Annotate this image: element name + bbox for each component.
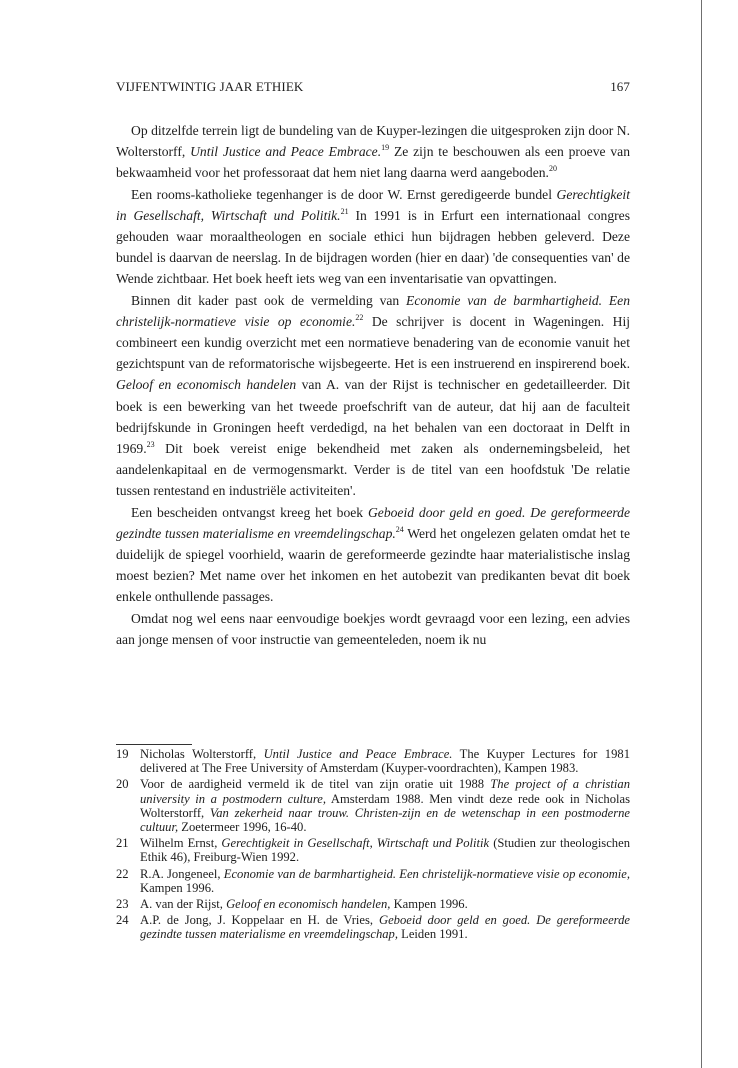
footnote-ref: 22 xyxy=(355,312,364,322)
footnote-22: 22 R.A. Jongeneel, Economie van de barmhartigheid. Een christelijk-normatieve visie op economie, Kampen 1996. xyxy=(116,866,631,895)
footnote-number: 19 xyxy=(116,747,129,761)
footnote-24: 24 A.P. de Jong, J. Koppelaar en H. de Vries, Geboeid door geld en goed. De gereformeerde gezindte tussen materialisme en vreemdelingschap, Leiden 1991. xyxy=(116,913,630,942)
paragraph-2: Een rooms-katholieke tegenhanger is de door W. Ernst geredigeerde bundel Gerechtigkeit in Gesellschaft, Wirtschaft und Politik.$^{21}$ In 1991 is in Erfurt een internationaal congres gehouden waar moraaltheologen en sociale ethici hun bijdragen hebben geleverd. Deze bundel is daarvan de neerslag. In de bijdragen worden (hier en daar) 'de consequenties van' de Wende zichtbaar. Het boek heeft iets weg van een inventarisatie van opvattingen. xyxy=(116,186,631,287)
footnote-number: 22 xyxy=(116,866,129,881)
footnote-21: 21 Wilhelm Ernst, Gerechtigkeit in Gesellschaft, Wirtschaft und Politik (Studien zur theologischen Ethik 46), Freiburg-Wien 1992. xyxy=(116,836,630,865)
paragraph-3: Binnen dit kader past ook de vermelding van Economie van de barmhartigheid. Een christelijk-normatieve visie op economie.$^{22}$ De schrijver is docent in Wageningen. Hij combineert een kundig overzicht met een normatieve benadering van de economie vanuit het gezichtspunt van de reformatorische wijsbegeerte. Het is een instruerend en inspirerend boek. Geloof en economisch handelen van A. van der Rijst is technischer en gedetailleerder. Dit boek is een bewerking van het tweede proefschrift van de auteur, dat hij aan de faculteit bedrijfskunde in Groningen heeft verdedigd, na het behalen van een doctoraat in Delft in 1969.23 Dit boek vereist enige bekendheid met zaken als ondernemingsbeleid, het aandelenkapitaal en de vermogensmarkt. Verder is de titel van een hoofdstuk 'De relatie tussen rentestand en industriële activiteiten'. xyxy=(116,292,630,499)
book-title: Geloof en economisch handelen xyxy=(116,377,297,393)
page-edge-line xyxy=(701,0,702,1068)
footnote-ref: 23 xyxy=(146,440,155,450)
book-title: Geboeid door geld en goed. De gereformeerde gezindte tussen materialisme en vreemdelingschap. xyxy=(116,504,631,541)
footnote-number: 24 xyxy=(116,913,129,928)
footnote-number: 20 xyxy=(116,777,129,792)
footnote-19: 19 Nicholas Wolterstorff, Until Justice and Peace Embrace. The Kuyper Lectures for 1981 delivered at The Free University of Amsterdam (Kuyper-voordrachten), Kampen 1983. xyxy=(116,747,630,776)
paragraph-5: Omdat nog wel eens naar eenvoudige boekjes wordt gevraagd voor een lezing, een advies aan jonge mensen of voor instructie van gemeenteleden, noem ik nu xyxy=(116,610,630,647)
footnote-ref: 21 xyxy=(340,206,349,216)
body-text xyxy=(116,120,630,650)
footnote-ref: 19 xyxy=(381,143,390,153)
running-title: VIJFENTWINTIG JAAR ETHIEK xyxy=(116,79,304,94)
footnote-ref: 20 xyxy=(548,164,557,174)
footnote-20: 20 Voor de aardigheid vermeld ik de titel van zijn oratie uit 1988 The project of a christian university in a postmodern culture, Amsterdam 1988. Men vindt deze rede ook in Nicholas Wolterstorff, Van zekerheid naar trouw. Christen-zijn en de wetenschap in een postmoderne cultuur, Zoetermeer 1996, 16-40. xyxy=(116,777,630,835)
book-title: Until Justice and Peace Embrace. xyxy=(190,144,382,160)
paragraph-1: Op ditzelfde terrein ligt de bundeling van de Kuyper-lezingen die uitgesproken zijn door N. Wolterstorff, Until Justice and Peace Embrace.$^{19}$ Ze zijn te beschouwen als een proeve van bekwaamheid voor het professoraat dat hem niet lang daarna werd aangeboden.$^{20}$ xyxy=(116,123,630,181)
page-number: 167 xyxy=(610,79,630,94)
footnote-number: 21 xyxy=(116,836,129,851)
footnote-rule xyxy=(116,744,192,745)
paragraph-4: Een bescheiden ontvangst kreeg het boek Geboeid door geld en goed. De gereformeerde gezindte tussen materialisme en vreemdelingschap.$^{24}$ Werd het ongelezen gelaten omdat het te duidelijk de spiegel voorhield, waarin de gereformeerde gezindte haar materialistische inslag moest bezien? Met name over het inkomen en het autobezit van predikanten bevat dit boek enkele onthullende passages. xyxy=(116,504,631,605)
footnote-23: 23 A. van der Rijst, Geloof en economisch handelen, Kampen 1996. xyxy=(116,897,468,912)
footnote-ref: 24 xyxy=(395,524,404,534)
book-title: Economie van de barmhartigheid. Een christelijk-normatieve visie op economie. xyxy=(116,292,630,329)
footnote-number: 23 xyxy=(116,897,129,912)
book-title: Gerechtigkeit in Gesellschaft, Wirtschaft und Politik. xyxy=(116,186,630,223)
footnotes xyxy=(116,747,630,944)
